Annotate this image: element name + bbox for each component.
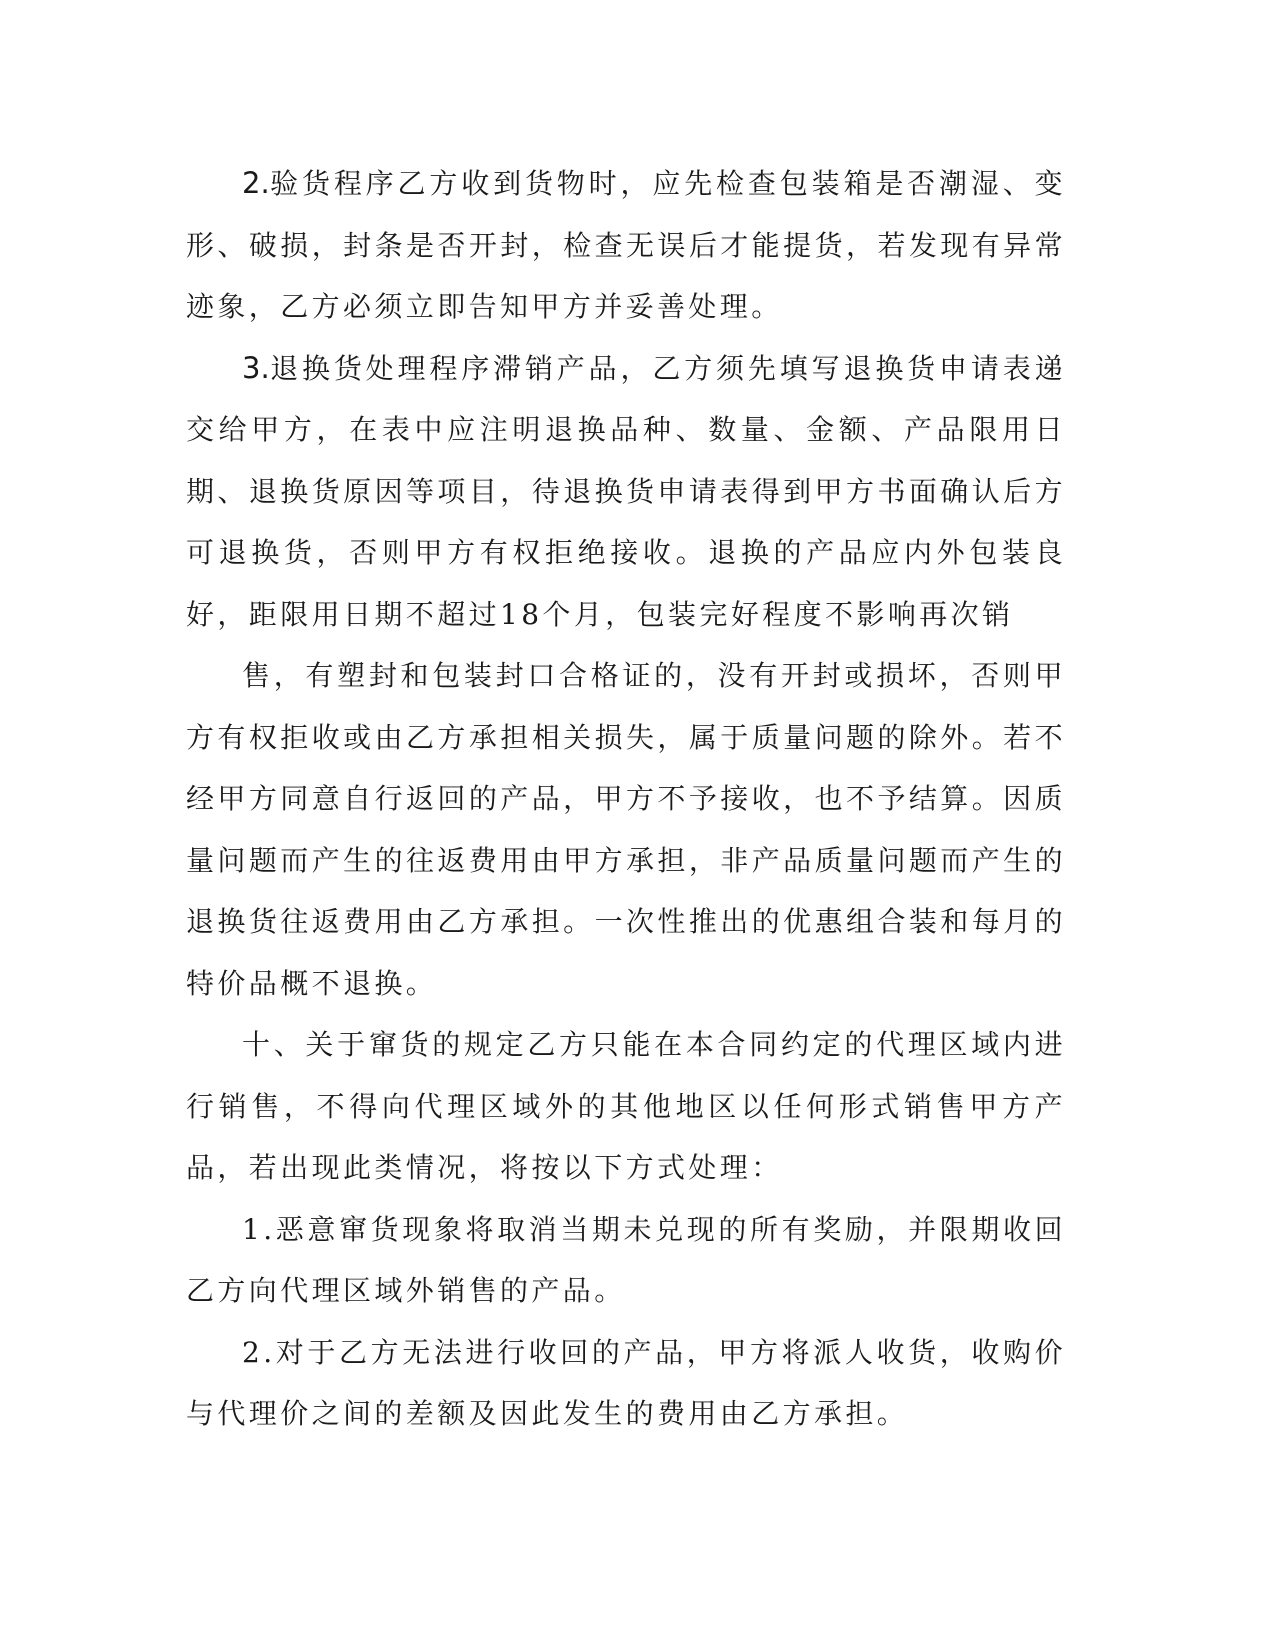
paragraph-text: 十、关于窜货的规定乙方只能在本合同约定的代理区域内进行销售，不得向代理区域外的其他地区以任何形式销售甲方产品，若出现此类情况，将按以下方式处理： xyxy=(186,1028,1066,1184)
paragraph-return-conditions xyxy=(186,645,1066,1014)
paragraph-text: 退换货处理程序滞销产品，乙方须先填写退换货申请表递交给甲方，在表中应注明退换品种、数量、金额、产品限用日期、退换货原因等项目，待退换货申请表得到甲方书面确认后方可退换货，否则甲方有权拒绝接收。退换的产品应内外包装良好，距限用日期不超过18个月，包装完好程度不影响再次销 xyxy=(186,351,1066,631)
paragraph-number: 2. xyxy=(242,166,270,200)
paragraph-number: 3. xyxy=(242,350,270,385)
paragraph-text: 售，有塑封和包装封口合格证的，没有开封或损坏，否则甲方有权拒收或由乙方承担相关损失，属于质量问题的除外。若不经甲方同意自行返回的产品，甲方不予接收，也不予结算。因质量问题而产生的往返费用由甲方承担，非产品质量问题而产生的退换货往返费用由乙方承担。一次性推出的优惠组合装和每月的特价品概不退换。 xyxy=(186,659,1066,1000)
paragraph-text: 2.对于乙方无法进行收回的产品，甲方将派人收货，收购价与代理价之间的差额及因此发生的费用由乙方承担。 xyxy=(186,1335,1066,1430)
paragraph-cross-region-rules xyxy=(186,1014,1066,1199)
paragraph-inspection-procedure xyxy=(186,153,1066,338)
document-body xyxy=(186,153,1066,1445)
paragraph-penalty-1 xyxy=(186,1199,1066,1322)
paragraph-penalty-2 xyxy=(186,1322,1066,1445)
paragraph-text: 验货程序乙方收到货物时，应先检查包装箱是否潮湿、变形、破损，封条是否开封，检查无误后才能提货，若发现有异常迹象，乙方必须立即告知甲方并妥善处理。 xyxy=(186,167,1066,323)
paragraph-text: 1.恶意窜货现象将取消当期未兑现的所有奖励，并限期收回乙方向代理区域外销售的产品。 xyxy=(186,1212,1066,1307)
paragraph-return-procedure xyxy=(186,338,1066,646)
